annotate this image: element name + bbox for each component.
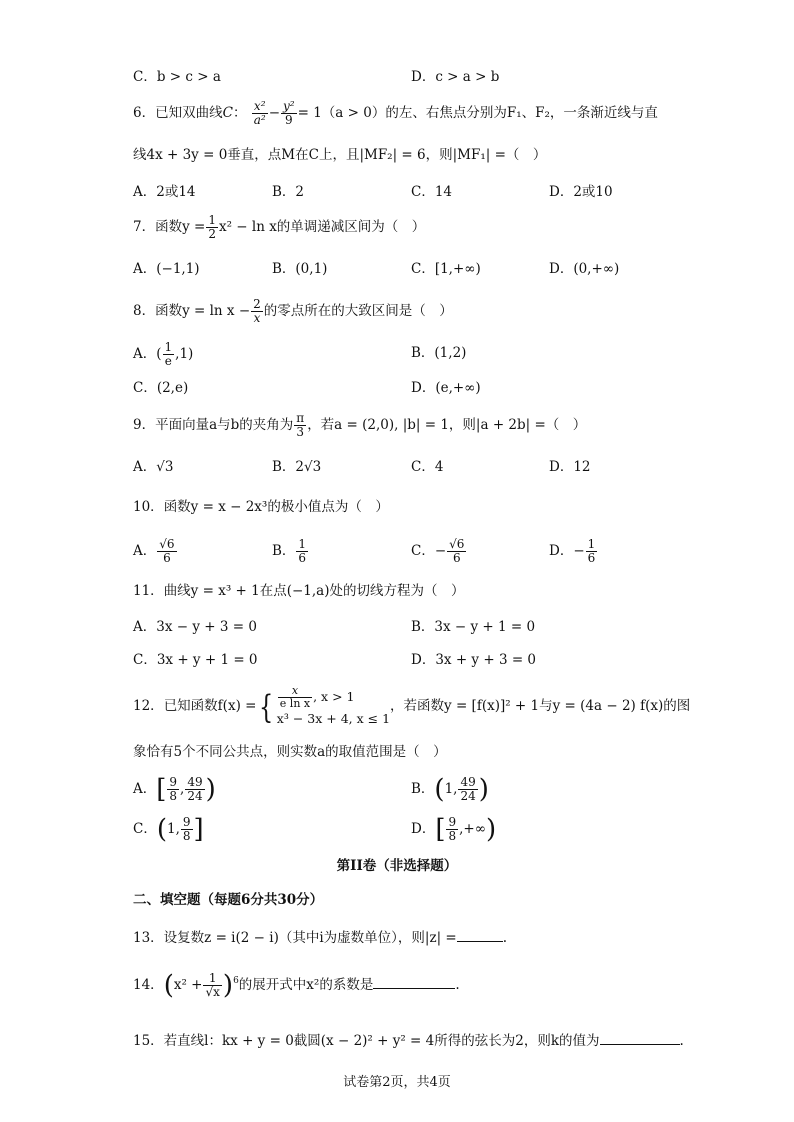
q11-option-d[interactable]: D．3x + y + 3 = 0 xyxy=(411,652,537,668)
q6-curve: C xyxy=(222,105,233,121)
q12-option-d[interactable]: D．[ $\frac{9}{8}$ ,+∞) xyxy=(411,814,497,845)
q8-option-b[interactable]: B．(1,2) xyxy=(411,345,467,361)
q9-pre: 平面向量a与b的夹角为 xyxy=(155,417,294,433)
q9-post: ，若a = (2,0), |b| = 1，则|a + 2b| =（ ） xyxy=(307,417,587,433)
q7-frac: $\frac{1}{2}$ xyxy=(208,213,216,241)
q6-prefix: 已知双曲线 xyxy=(155,105,223,121)
q11-option-b[interactable]: B．3x − y + 1 = 0 xyxy=(411,619,536,635)
q10-option-b[interactable]: B． $\frac{1}{6}$ xyxy=(272,537,307,565)
q5-option-d[interactable]: D．c > a > b xyxy=(411,69,500,85)
q8-option-d[interactable]: D．(e,+∞) xyxy=(411,380,481,396)
q6-option-c[interactable]: C．14 xyxy=(411,184,453,200)
q9-option-a[interactable]: A．√3 xyxy=(133,459,174,475)
question-9-stem xyxy=(133,412,586,439)
q7-option-d[interactable]: D．(0,+∞) xyxy=(549,261,620,277)
q7-number: 7． xyxy=(133,219,156,235)
q12-cases: $\frac{x}{\text{e ln x}}$ , x > 1 x³ − 3x + 4, x ≤ 1 xyxy=(276,684,391,726)
question-12-stem xyxy=(133,680,690,732)
q9-option-d[interactable]: D．12 xyxy=(549,459,591,475)
q15-text: 15．若直线l：kx + y = 0截圆(x − 2)² + y² = 4所得的弦长为2，则k的值为 xyxy=(133,1033,600,1049)
question-14: 14．(x² + $\frac{1}{√x}$ )$^6$的展开式中x²的系数是 . xyxy=(133,970,460,1001)
q12-post: ，若函数y = [f(x)]² + 1与y = (4a − 2) f(x)的图 xyxy=(390,698,691,714)
q10-number: 10． xyxy=(133,499,164,515)
section-2-title: 二、填空题（每题6分共30分） xyxy=(133,892,324,908)
q14-text: 的展开式中x²的系数是 xyxy=(238,977,374,993)
q7-pre: 函数y = xyxy=(155,219,206,235)
q13-answer-blank[interactable] xyxy=(457,927,503,942)
q12-option-b[interactable]: B．(1, $\frac{49}{24}$ ) xyxy=(411,774,489,805)
q15-answer-blank[interactable] xyxy=(600,1030,680,1045)
q12-option-c[interactable]: C．(1, $\frac{9}{8}$ ] xyxy=(133,814,204,845)
page-footer: 试卷第2页，共4页 xyxy=(343,1075,451,1090)
question-7-stem xyxy=(133,214,425,241)
q7-post: x² − ln x的单调递减区间为（ ） xyxy=(218,219,426,235)
part-2-title: 第II卷（非选择题） xyxy=(336,858,458,874)
q9-number: 9． xyxy=(133,417,156,433)
q8-frac: $\frac{2}{x}$ xyxy=(253,297,261,325)
question-6-stem: 6．已知双曲线C： $\frac{\text{x²}}{\text{a²}}$ − $\frac{\text{y²}}{9}$ = 1（a > 0）的左、右焦点分别为F₁、F₂，一条渐近线与直 xyxy=(133,99,658,127)
q12-number: 12． xyxy=(133,698,164,714)
question-11-stem xyxy=(133,581,465,601)
q6-option-d[interactable]: D．2或10 xyxy=(549,184,613,200)
q8-number: 8． xyxy=(133,303,156,319)
q9-option-b[interactable]: B．2√3 xyxy=(272,459,322,475)
q6-number: 6． xyxy=(133,105,156,121)
q12-brace: { xyxy=(259,687,274,726)
q11-option-a[interactable]: A．3x − y + 3 = 0 xyxy=(133,619,257,635)
q6-option-b[interactable]: B．2 xyxy=(272,184,305,200)
q12-option-a[interactable]: A．[ $\frac{9}{8}$ , $\frac{49}{24}$ ) xyxy=(133,774,216,805)
q6-option-a[interactable]: A．2或14 xyxy=(133,184,196,200)
q10-option-d[interactable]: D．− $\frac{1}{6}$ xyxy=(549,537,596,565)
q10-option-a[interactable]: A． $\frac{√6}{6}$ xyxy=(133,537,175,565)
q13-text: 13．设复数z = i(2 − i)（其中i为虚数单位），则|z| = xyxy=(133,930,457,946)
question-13: 13．设复数z = i(2 − i)（其中i为虚数单位），则|z| = . xyxy=(133,927,507,948)
q10-text: 函数y = x − 2x³的极小值点为（ ） xyxy=(163,499,389,515)
q10-option-c[interactable]: C．− $\frac{√6}{6}$ xyxy=(411,537,465,565)
question-8-stem xyxy=(133,298,453,325)
q8-option-a[interactable]: A．( $\frac{1}{e}$ ,1) xyxy=(133,340,194,368)
q8-option-c[interactable]: C．(2,e) xyxy=(133,380,189,396)
q8-post: 的零点所在的大致区间是（ ） xyxy=(263,303,453,319)
q7-option-c[interactable]: C．[1,+∞) xyxy=(411,261,481,277)
q11-option-c[interactable]: C．3x + y + 1 = 0 xyxy=(133,652,258,668)
q12-pre: 已知函数f(x) = xyxy=(163,698,257,714)
q6-frac-x: $\frac{\text{x²}}{\text{a²}}$ xyxy=(253,99,266,127)
question-15: 15．若直线l：kx + y = 0截圆(x − 2)² + y² = 4所得的弦长为2，则k的值为 . xyxy=(133,1030,684,1051)
q11-text: 曲线y = x³ + 1在点(−1,a)处的切线方程为（ ） xyxy=(163,583,465,599)
q11-number: 11． xyxy=(133,583,164,599)
question-10-stem xyxy=(133,497,389,517)
q12-line2: 象恰有5个不同公共点，则实数a的取值范围是（ ） xyxy=(133,744,447,760)
q6-frac-y: $\frac{\text{y²}}{9}$ xyxy=(283,99,295,127)
q7-option-a[interactable]: A．(−1,1) xyxy=(133,261,200,277)
q8-pre: 函数y = ln x − xyxy=(155,303,251,319)
q6-colon: ： xyxy=(232,105,247,121)
q5-option-c[interactable]: C．b > c > a xyxy=(133,69,221,85)
q6-line2: 线4x + 3y = 0垂直，点M在C上，且|MF₂| = 6，则|MF₁| =（ ） xyxy=(133,147,547,163)
q6-eq-tail: = 1（a > 0）的左、右焦点分别为F₁、F₂，一条渐近线与直 xyxy=(297,105,658,121)
q7-option-b[interactable]: B．(0,1) xyxy=(272,261,328,277)
q14-number: 14． xyxy=(133,977,164,993)
q9-frac: $\frac{\pi}{3}$ xyxy=(296,411,305,439)
q9-option-c[interactable]: C．4 xyxy=(411,459,444,475)
q14-answer-blank[interactable] xyxy=(373,974,455,989)
